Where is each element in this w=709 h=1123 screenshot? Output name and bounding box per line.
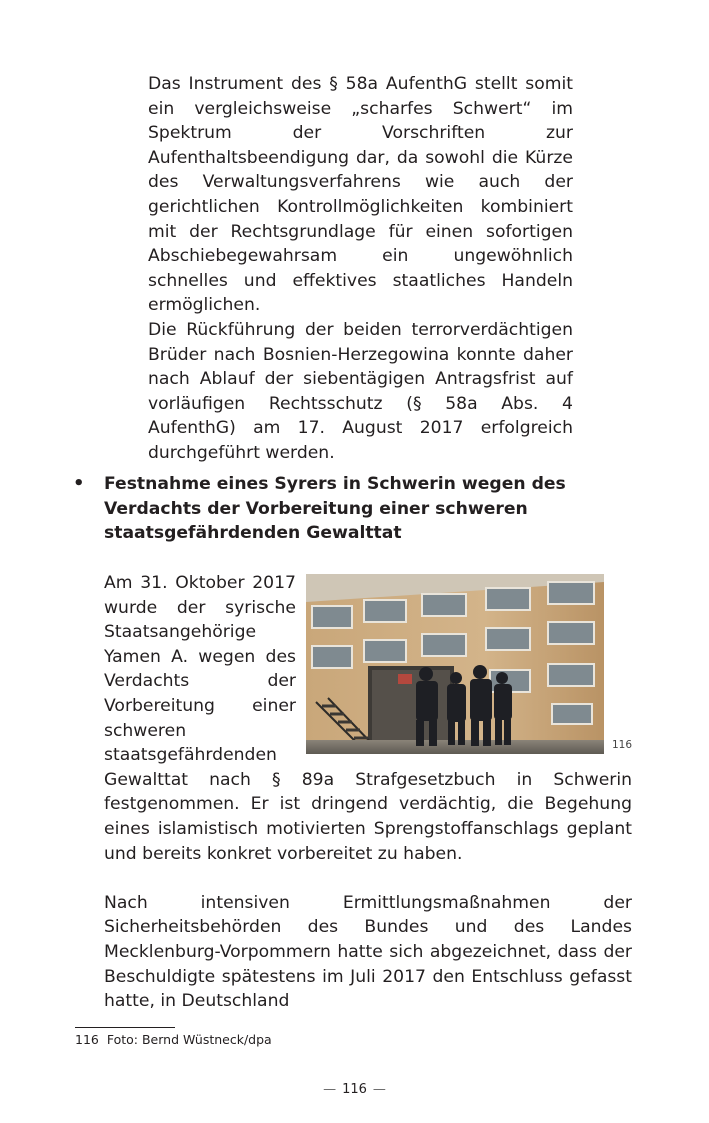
- footnote: [75, 1032, 272, 1048]
- arrest-photo-figure: [306, 574, 632, 758]
- section-body: [104, 571, 632, 1014]
- page-number-value: 116: [342, 1082, 367, 1097]
- arrest-photo: [306, 574, 604, 754]
- page-number: [0, 1082, 709, 1097]
- footnote-number: 116: [75, 1032, 99, 1047]
- quote-paragraph-2: Die Rückführung der beiden terrorverdächtigen Brüder nach Bosnien-Herzegowina konnte daher nach Ablauf der siebentägigen Antragsfrist auf vorläufigen Rechtsschutz (§ 58a Abs. 4 AufenthG) am 17. August 2017 erfolgreich durchgeführt werden.: [148, 319, 573, 463]
- body-paragraph-2: Nach intensiven Ermittlungsmaßnahmen der Sicherheitsbehörden des Bundes und des Landes Mecklenburg-Vorpommern hatte sich abgezeichnet, dass der Beschuldigte spätestens im Juli 2017 den Entschluss gefasst hatte, in Deutschland: [104, 892, 632, 1012]
- section-heading: Festnahme eines Syrers in Schwerin wegen des Verdachts der Vorbereitung einer schweren staatsgefährdenden Gewalttat: [104, 474, 566, 544]
- bullet-marker: •: [73, 473, 85, 494]
- photo-footnote-ref: 116: [611, 739, 632, 752]
- page-number-dash-right: —: [372, 1082, 386, 1097]
- quote-paragraph-1: Das Instrument des § 58a AufenthG stellt somit ein vergleichsweise „scharfes Schwert“ im Spektrum der Vorschriften zur Aufenthaltsbeendigung dar, da sowohl die Kürze des Verwaltungsverfahrens wie auch der gerichtlichen Kontrollmöglichkeiten kombiniert mit der Rechtsgrundlage für einen sofortigen Abschiebegewahrsam ein ungewöhnlich schnelles und effektives staatliches Handeln ermöglichen.: [148, 74, 573, 316]
- footnote-divider: [75, 1027, 175, 1028]
- body-paragraph-1: Am 31. Oktober 2017 wurde der syrische Staatsangehörige Yamen A. wegen des Verdachts der Vorbereitung einer schweren staatsgefährdenden Gewalttat nach § 89a Strafgesetzbuch in Schwerin festgenommen. Er ist dringend verdächtig, die Begehung eines islamistisch motivierten Sprengstoffanschlags geplant und bereits konkret vorbereitet zu haben.: [104, 573, 632, 864]
- page-number-dash-left: —: [323, 1082, 337, 1097]
- indented-quote-block: [148, 72, 573, 466]
- footnote-text: Foto: Bernd Wüstneck/dpa: [106, 1032, 272, 1047]
